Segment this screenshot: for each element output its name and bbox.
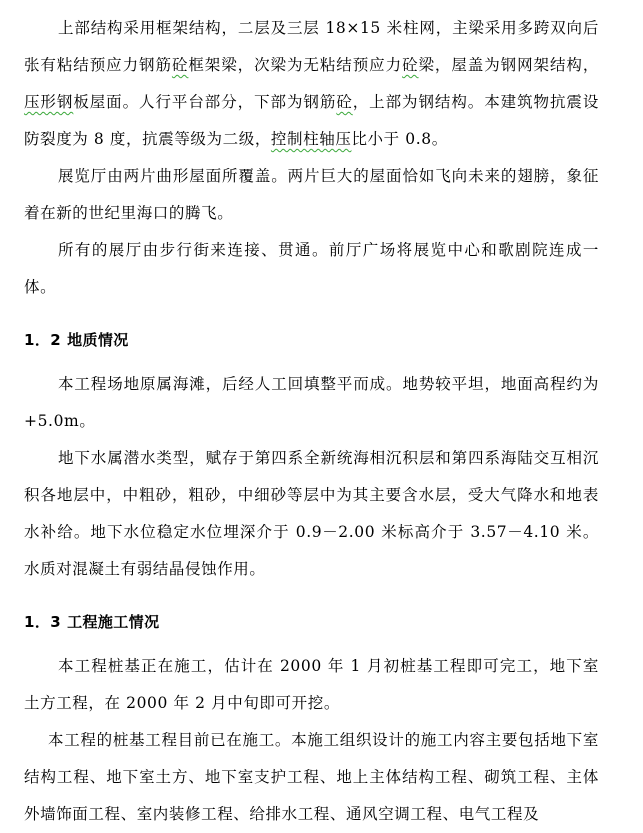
section-number: 1．3: [24, 613, 62, 631]
spellcheck-word[interactable]: 控制柱轴压: [270, 130, 352, 148]
section-heading-construction: [24, 608, 159, 636]
section-number: 1．2: [24, 331, 62, 349]
text-run: 梁，屋盖为钢网架结构，: [418, 56, 599, 74]
section-title: 工程施工情况: [67, 613, 160, 631]
spellcheck-word[interactable]: 砼: [171, 56, 189, 74]
paragraph-structure: [24, 10, 599, 158]
paragraph-groundwater: 地下水属潜水类型，赋存于第四系全新统海相沉积层和第四系海陆交互相沉积各地层中，中粗砂，粗砂，中细砂等层中为其主要含水层，受大气降水和地表水补给。地下水位稳定水位埋深介于 0.9－2.00 米标高介于 3.57－4.10 米。水质对混凝土有弱结晶侵蚀作用。: [24, 449, 599, 578]
text-run: 上部结构采用框架结构，二层及三层 18×15 米柱网，主梁采用多跨双向后张有粘结预应力钢筋: [24, 19, 599, 74]
text-run: 框架梁，次梁为无粘结预应力: [188, 56, 403, 74]
paragraph-schedule: 本工程桩基正在施工，估计在 2000 年 1 月初桩基工程即可完工，地下室土方工程，在 2000 年 2 月中旬即可开挖。: [24, 657, 599, 712]
paragraph-scope: 本工程的桩基工程目前已在施工。本施工组织设计的施工内容主要包括地下室结构工程、地下室土方、地下室支护工程、地上主体结构工程、砌筑工程、主体外墙饰面工程、室内装修工程、给排水工程、通风空调工程、电气工程及: [24, 731, 599, 823]
spellcheck-word[interactable]: 砼: [336, 93, 353, 111]
section-title: 地质情况: [67, 331, 129, 349]
paragraph-exhibition-hall: 展览厅由两片曲形屋面所覆盖。两片巨大的屋面恰如飞向未来的翅膀，象征着在新的世纪里海口的腾飞。: [24, 167, 599, 222]
text-run: ，上部为钢结构。本建筑物抗震设防裂度为 8 度，抗震等级为二级，: [24, 93, 599, 148]
section-heading-geology: [24, 326, 129, 354]
spellcheck-word[interactable]: 砼: [402, 56, 419, 74]
text-run: 比小于 0.8。: [351, 130, 448, 148]
paragraph-exhibition-connection: 所有的展厅由步行街来连接、贯通。前厅广场将展览中心和歌剧院连成一体。: [24, 241, 599, 296]
text-run: 板屋面。人行平台部分，下部为钢筋: [73, 93, 337, 111]
spellcheck-word[interactable]: 压形钢: [24, 93, 74, 111]
paragraph-site: 本工程场地原属海滩，后经人工回填整平而成。地势较平坦，地面高程约为+5.0m。: [24, 375, 599, 430]
